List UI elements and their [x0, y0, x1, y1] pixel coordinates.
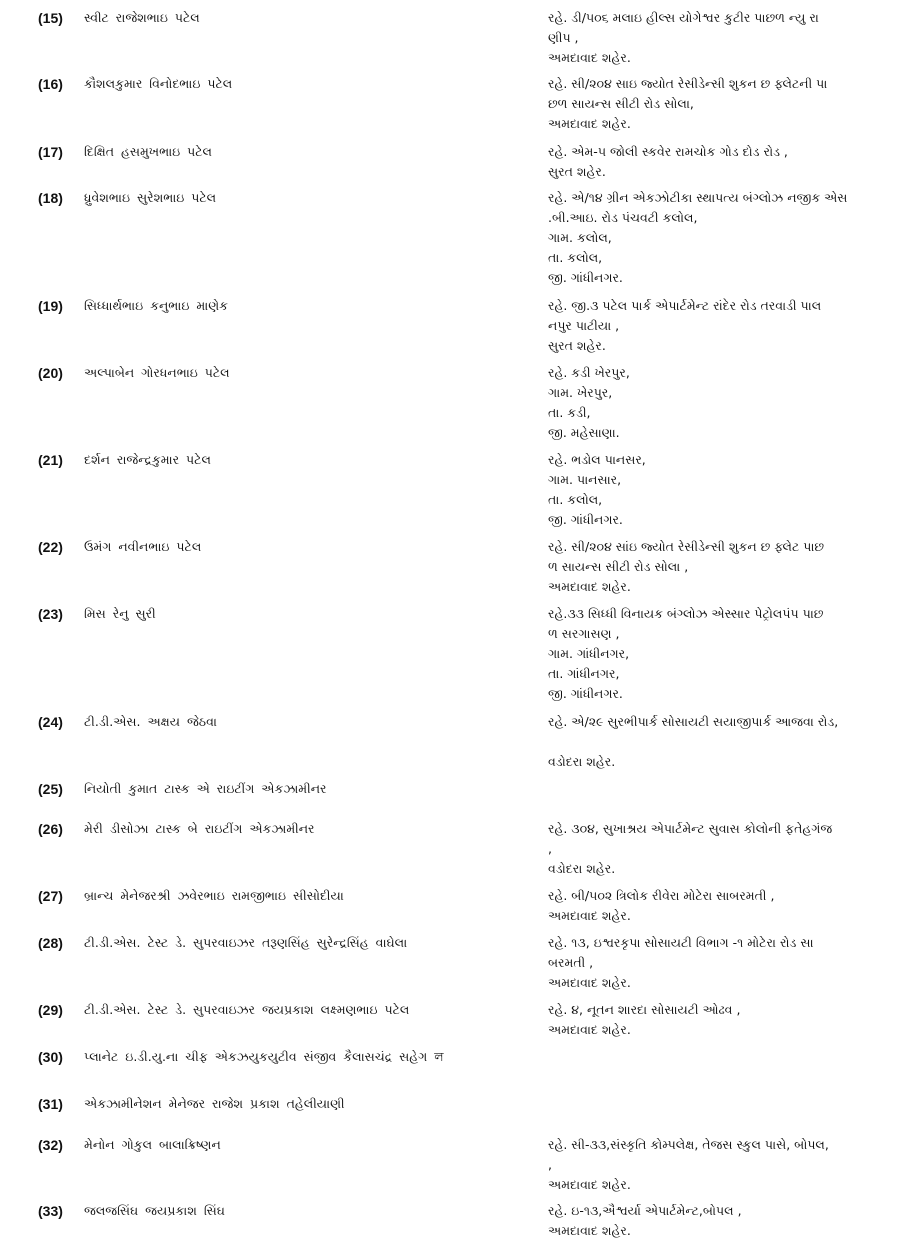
person-name: દર્શન રાજેન્દ્રકુમાર પટેલ	[84, 452, 211, 467]
address-line: રહે. ઇ-૧૩,ઐશ્વર્યા એપાર્ટમેન્ટ,બોપલ ,	[548, 1203, 742, 1218]
address-line: રહે. જી.૩ પટેલ પાર્ક એપાર્ટમેન્ટ રાંદેર રોડ તરવાડી પાલ	[548, 298, 822, 313]
address-line: નપુર પાટીયા ,	[548, 318, 620, 333]
entry-number: (25)	[38, 781, 63, 797]
address-line: રહે. એ/૧૪ ગ્રીન એકઝોટીકા સ્થાપત્ય બંગ્લોઝ નજીક એસ	[548, 190, 848, 205]
address-line: તા. ગાંધીનગર,	[548, 666, 620, 681]
address-line: છળ સાયન્સ સીટી રોડ સોલા,	[548, 96, 694, 111]
person-name: સિધ્ધાર્થભાઇ કનુભાઇ માણેક	[84, 298, 228, 313]
address-block	[548, 886, 893, 926]
address-line: ગામ. ગાંધીનગર,	[548, 646, 630, 661]
address-line: રહે. સી/૨૦૪ સાઇ જ્યોત રેસીડેન્સી શુકન છ ફ્લેટની પા	[548, 76, 828, 91]
entry-number: (23)	[38, 606, 63, 622]
address-line: .બી.આઇ. રોડ પંચવટી કલોલ,	[548, 210, 698, 225]
address-line: ળ સરગાસણ ,	[548, 626, 620, 641]
person-name: અલ્પાબેન ગોરધનભાઇ પટેલ	[84, 365, 230, 380]
address-line: ,	[548, 1157, 552, 1172]
address-line: સુરત શહેર.	[548, 338, 606, 353]
address-block	[548, 1000, 893, 1040]
address-line: રહે. એ/૨૯ સુરભીપાર્ક સોસાયટી સયાજીપાર્ક આજવા રોડ,	[548, 714, 839, 729]
address-line: તા. કલોલ,	[548, 492, 603, 507]
entry-number: (15)	[38, 10, 63, 26]
address-line: રહે.૩૩ સિધ્ધી વિનાયક બંગ્લોઝ એસ્સાર પેટ્રોલપંપ પાછ	[548, 606, 824, 621]
address-line: અમદાવાદ શહેર.	[548, 1223, 631, 1238]
address-line: અમદાવાદ શહેર.	[548, 908, 631, 923]
person-name: નિયોતી કુમાત ટાસ્ક એ રાઇટીંગ એકઝામીનર	[84, 781, 327, 796]
entry-number: (21)	[38, 452, 63, 468]
person-name: ટી.ડી.એસ. ટેસ્ટ ડે. સુપરવાઇઝર જયપ્રકાશ લક્ષ્મણભાઇ પટેલ	[84, 1002, 410, 1017]
address-blank-line	[548, 732, 893, 752]
entry-number: (19)	[38, 298, 63, 314]
address-line: ,	[548, 841, 552, 856]
entry-number: (27)	[38, 888, 63, 904]
address-line: રહે. સી/૨૦૪ સાંઇ જ્યોત રેસીડેન્સી શુકન છ ફ્લેટ પાછ	[548, 539, 825, 554]
address-block	[548, 604, 893, 704]
entry-number: (30)	[38, 1049, 63, 1065]
person-name: ટી.ડી.એસ. ટેસ્ટ ડે. સુપરવાઇઝર તરૂણસિંહ સુરેન્દ્રસિંહ વાઘેલા	[84, 935, 408, 950]
address-line: ગામ. પાનસાર,	[548, 472, 622, 487]
address-line: રહે. એમ-૫ જોલી સ્કવેર રામચોક ગોડ દોડ રોડ ,	[548, 144, 788, 159]
entry-number: (28)	[38, 935, 63, 951]
entry-number: (17)	[38, 144, 63, 160]
entry-number: (18)	[38, 190, 63, 206]
address-line: રહે. સી-૩૩,સંસ્કૃતિ કોમ્પલેક્ષ, તેજસ સ્કુલ પાસે, બોપલ,	[548, 1137, 829, 1152]
address-line: અમદાવાદ શહેર.	[548, 1022, 631, 1037]
address-line: રહે. ભડોલ પાનસર,	[548, 452, 646, 467]
address-line: બરમતી ,	[548, 955, 594, 970]
address-block	[548, 712, 893, 772]
address-line: અમદાવાદ શહેર.	[548, 1177, 631, 1192]
address-line: રહે. ૧૩, ઇશ્વરકૃપા સોસાયટી વિભાગ -૧ મોટેરા રોડ સા	[548, 935, 814, 950]
address-block	[548, 819, 893, 879]
person-name: સ્વીટ રાજેશભાઇ પટેલ	[84, 10, 200, 25]
address-block	[548, 296, 893, 356]
person-name: મિસ રેનુ સુરી	[84, 606, 156, 621]
person-name: ઉમંગ નવીનભાઇ પટેલ	[84, 539, 202, 554]
address-line: રહે. કડી ખેરપુર,	[548, 365, 630, 380]
address-line: વડોદરા શહેર.	[548, 754, 616, 769]
address-line: અમદાવાદ શહેર.	[548, 975, 631, 990]
person-name: ટી.ડી.એસ. અક્ષય જેઠવા	[84, 714, 217, 729]
address-line: રહે. ૩૦૪, સુખાશ્રય એપાર્ટમેન્ટ સુવાસ કોલોની ફતેહગંજ	[548, 821, 833, 836]
entry-number: (26)	[38, 821, 63, 837]
entry-number: (20)	[38, 365, 63, 381]
address-block	[548, 450, 893, 530]
entry-number: (16)	[38, 76, 63, 92]
address-block	[548, 537, 893, 597]
address-block	[548, 1135, 893, 1195]
address-line: તા. કડી,	[548, 405, 591, 420]
address-line: અમદાવાદ શહેર.	[548, 579, 631, 594]
address-line: ગામ. કલોલ,	[548, 230, 612, 245]
address-line: ળ સાયન્સ સીટી રોડ સોલા ,	[548, 559, 689, 574]
entry-number: (31)	[38, 1096, 63, 1112]
address-block	[548, 933, 893, 993]
entry-number: (29)	[38, 1002, 63, 1018]
person-name: મેનોન ગોકુલ બાલાક્રિષ્ણન	[84, 1137, 221, 1152]
address-block	[548, 1201, 893, 1241]
address-line: અમદાવાદ શહેર.	[548, 116, 631, 131]
address-block	[548, 363, 893, 443]
person-name: ધ્રુવેશભાઇ સુરેશભાઇ પટેલ	[84, 190, 217, 205]
address-line: જી. ગાંધીનગર.	[548, 512, 623, 527]
address-block	[548, 188, 893, 288]
address-line: તા. કલોલ,	[548, 250, 603, 265]
address-line: અમદાવાદ શહેર.	[548, 50, 631, 65]
person-name: દિક્ષિત હસમુખભાઇ પટેલ	[84, 144, 212, 159]
entry-number: (33)	[38, 1203, 63, 1219]
person-name: મેરી ડીસોઝા ટાસ્ક બે રાઇટીંગ એકઝામીનર	[84, 821, 315, 836]
address-line: જી. મહેસાણા.	[548, 425, 620, 440]
address-line: ગામ. ખેરપુર,	[548, 385, 613, 400]
address-block	[548, 8, 893, 68]
address-line: ણીપ ,	[548, 30, 579, 45]
address-line: જી. ગાંધીનગર.	[548, 686, 623, 701]
address-block	[548, 142, 893, 182]
address-line: રહે. ડી/૫૦૬ મલાઇ હીલ્સ યોગેશ્વર કુટીર પાછળ ન્યુ રા	[548, 10, 819, 25]
address-block	[548, 74, 893, 134]
person-name: બ્રાન્ચ મેનેજરશ્રી ઝવેરભાઇ રામજીભાઇ સીસોદીયા	[84, 888, 344, 903]
person-name: એકઝામીનેશન મેનેજર રાજેશ પ્રકાશ તહેલીયાણી	[84, 1096, 345, 1111]
address-line: રહે. ૪, નૂતન શારદા સોસાયટી ઓઢવ ,	[548, 1002, 741, 1017]
address-line: સુરત શહેર.	[548, 164, 606, 179]
address-line: વડોદરા શહેર.	[548, 861, 616, 876]
address-line: જી. ગાંધીનગર.	[548, 270, 623, 285]
person-name: પ્લાનેટ ઇ.ડી.યુ.ના ચીફ એકઝયુકયુટીવ સંજીવ કૈલાસચંદ્ર સહેગ ল	[84, 1049, 444, 1064]
person-name: જલજસિંઘ જયપ્રકાશ સિંઘ	[84, 1203, 225, 1218]
address-line: રહે. બી/૫૦૨ ત્રિલોક રીવેરા મોટેરા સાબરમતી ,	[548, 888, 775, 903]
entry-number: (22)	[38, 539, 63, 555]
entry-number: (32)	[38, 1137, 63, 1153]
entry-number: (24)	[38, 714, 63, 730]
person-name: કૌશલકુમાર વિનોદભાઇ પટેલ	[84, 76, 233, 91]
